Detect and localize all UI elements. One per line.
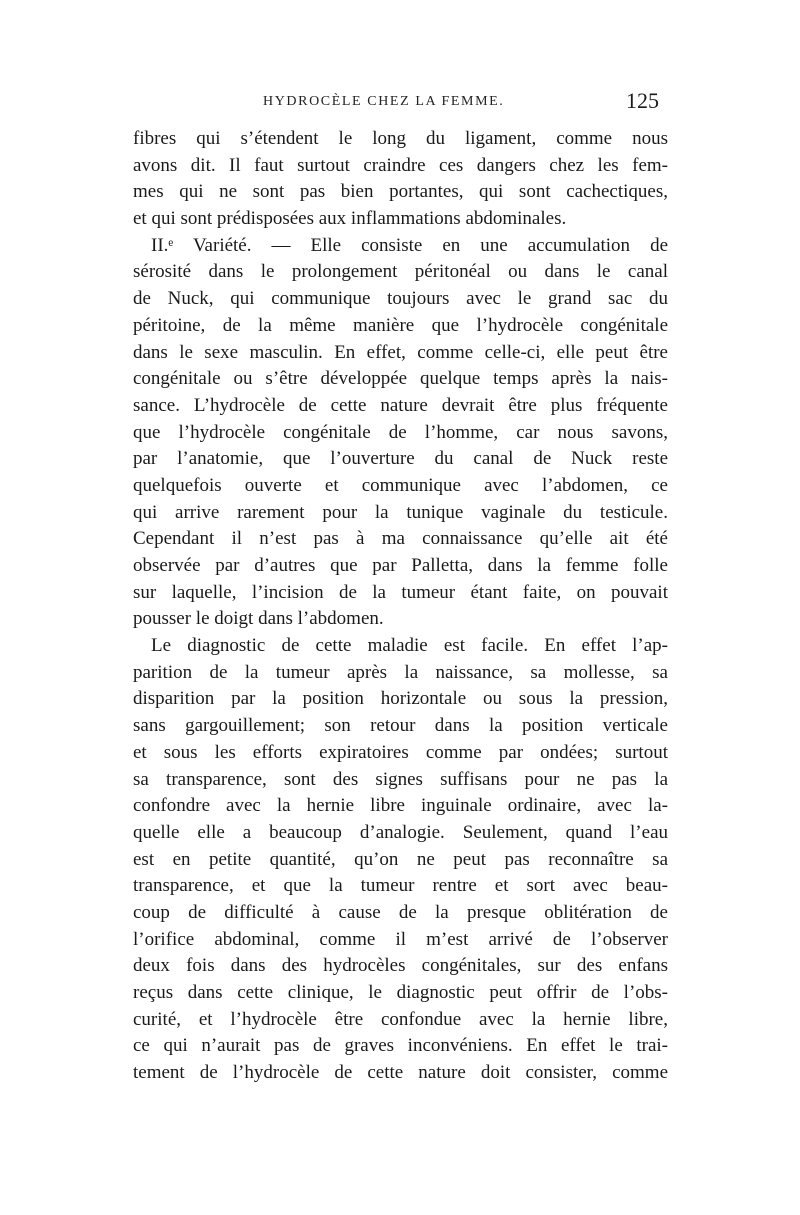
text-line: confondre avec la hernie libre inguinale ordinaire, avec la- (133, 795, 668, 817)
text-line: de Nuck, qui communique toujours avec le grand sac du (133, 288, 668, 310)
text-line: transparence, et que la tumeur rentre et sort avec beau- (133, 875, 668, 897)
text-line: congénitale ou s’être développée quelque temps après la nais- (133, 368, 668, 390)
text-line: et qui sont prédisposées aux inflammations abdominales. (133, 208, 567, 230)
text-line: sur laquelle, l’incision de la tumeur étant faite, on pouvait (133, 581, 668, 603)
text-line: avons dit. Il faut surtout craindre ces dangers chez les fem- (133, 154, 668, 176)
running-header (133, 88, 663, 118)
text-line: que l’hydrocèle congénitale de l’homme, car nous savons, (133, 421, 668, 443)
text-line: est en petite quantité, qu’on ne peut pas reconnaître sa (133, 848, 668, 870)
text-line: dans le sexe masculin. En effet, comme celle-ci, elle peut être (133, 341, 668, 363)
page-number: 125 (626, 88, 659, 113)
text-line: quelquefois ouverte et communique avec l’abdomen, ce (133, 474, 668, 496)
text-line: quelle elle a beaucoup d’analogie. Seulement, quand l’eau (133, 821, 668, 843)
text-line: l’orifice abdominal, comme il m’est arrivé de l’observer (133, 928, 668, 950)
text-line: sérosité dans le prolongement péritonéal ou dans le canal (133, 261, 668, 283)
text-line: sance. L’hydrocèle de cette nature devrait être plus fréquente (133, 394, 668, 416)
text-line: péritoine, de la même manière que l’hydrocèle congénitale (133, 314, 668, 336)
text-line-variety-heading: II.ᵉ Variété. — Elle consiste en une accumulation de (151, 234, 668, 256)
text-line: fibres qui s’étendent le long du ligament, comme nous (133, 128, 668, 149)
text-line: reçus dans cette clinique, le diagnostic peut offrir de l’obs- (133, 982, 668, 1003)
text-line: Cependant il n’est pas à ma connaissance qu’elle ait été (133, 528, 668, 550)
text-line: parition de la tumeur après la naissance, sa mollesse, sa (133, 661, 668, 683)
text-line: observée par d’autres que par Palletta, dans la femme folle (133, 555, 668, 576)
text-line: par l’anatomie, que l’ouverture du canal de Nuck reste (133, 448, 668, 470)
text-line: curité, et l’hydrocèle être confondue avec la hernie libre, (133, 1008, 668, 1030)
text-line: sa transparence, sont des signes suffisans pour ne pas la (133, 768, 668, 790)
text-line: ce qui n’aurait pas de graves inconvéniens. En effet le trai- (133, 1035, 668, 1057)
text-line: et sous les efforts expiratoires comme par ondées; surtout (133, 741, 668, 763)
text-line: deux fois dans des hydrocèles congénitales, sur des enfans (133, 955, 668, 977)
text-line: pousser le doigt dans l’abdomen. (133, 608, 384, 630)
text-line: coup de difficulté à cause de la presque oblitération de (133, 901, 668, 923)
text-line: qui arrive rarement pour la tunique vaginale du testicule. (133, 501, 668, 523)
text-line: sans gargouillement; son retour dans la position verticale (133, 715, 668, 737)
text-line: mes qui ne sont pas bien portantes, qui sont cachectiques, (133, 181, 668, 203)
text-line-paragraph-start: Le diagnostic de cette maladie est facile. En effet l’ap- (151, 635, 668, 657)
body-text (133, 126, 668, 1087)
text-line: tement de l’hydrocèle de cette nature doit consister, comme (133, 1062, 668, 1084)
text-line: disparition par la position horizontale ou sous la pression, (133, 688, 668, 710)
running-title: HYDROCÈLE CHEZ LA FEMME. (263, 94, 505, 109)
